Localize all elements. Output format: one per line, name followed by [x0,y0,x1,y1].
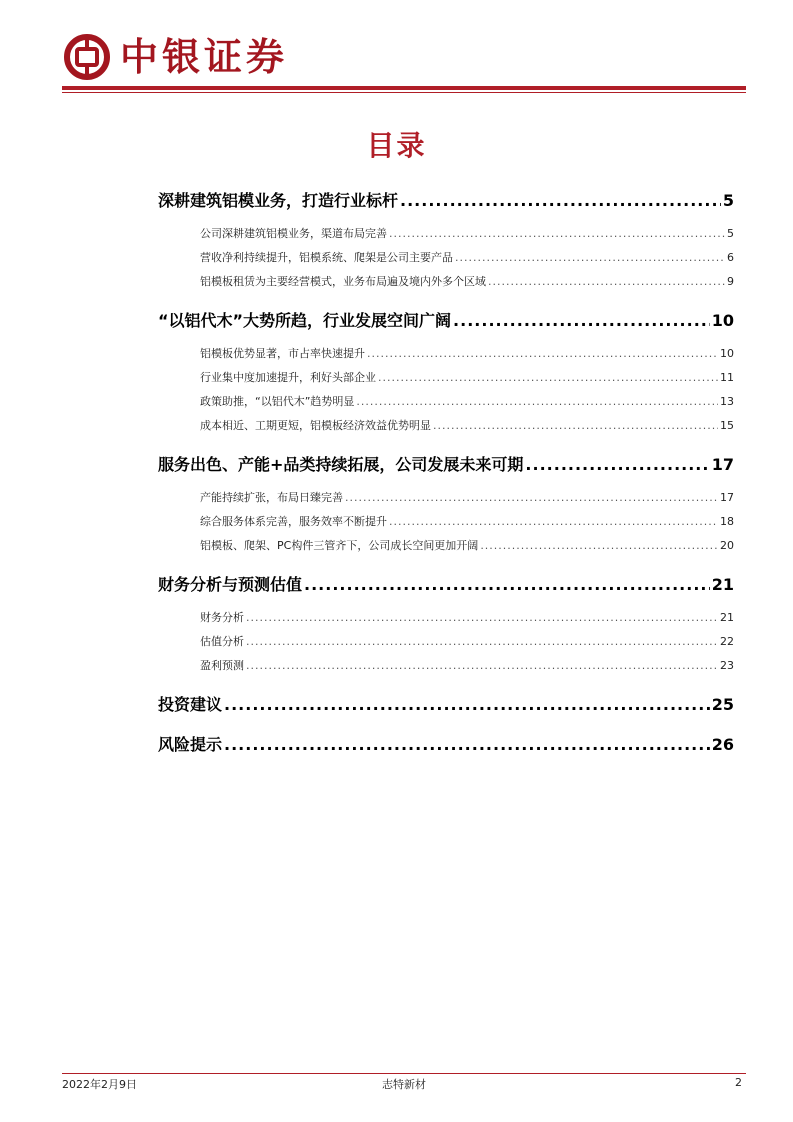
toc-leader-dots [400,188,721,214]
section-spacer [158,718,734,732]
toc-section-entry[interactable] [158,692,734,718]
toc-subsection-page: 23 [720,659,734,672]
footer-company: 志特新材 [382,1078,426,1091]
toc-section-page: 25 [711,695,734,714]
table-of-contents [158,188,734,758]
toc-subsection-title: 公司深耕建筑铝模业务，渠道布局完善 [200,227,387,240]
toc-section-title: 服务出色、产能+品类持续拓展，公司发展未来可期 [158,455,524,474]
toc-section-page: 26 [711,735,734,754]
toc-subsection-page: 11 [720,371,734,384]
toc-section-page: 17 [711,455,734,474]
toc-subsection-title: 财务分析 [200,611,244,624]
toc-subsection-title: 估值分析 [200,635,244,648]
toc-subsection-page: 21 [720,611,734,624]
toc-title: 目录 [366,129,427,162]
toc-leader-dots [488,270,725,294]
toc-leader-dots [345,486,718,510]
toc-section-entry[interactable] [158,452,734,478]
toc-subsection-page: 10 [720,347,734,360]
toc-subsection-entry[interactable] [158,414,734,438]
toc-section-title: 深耕建筑铝模业务，打造行业标杆 [158,191,399,210]
section-spacer [158,334,734,342]
toc-section-title: 风险提示 [158,735,223,754]
header [62,28,746,90]
toc-subsection-title: 盈利预测 [200,659,244,672]
toc-subsection-title: 铝模板、爬架、PC构件三管齐下，公司成长空间更加开阔 [200,539,479,552]
toc-subsection-entry[interactable] [158,222,734,246]
toc-leader-dots [224,732,710,758]
toc-section-page: 21 [711,575,734,594]
toc-subsection-page: 5 [727,227,734,240]
toc-leader-dots [367,342,718,366]
toc-leader-dots [525,452,709,478]
toc-subsection-title: 铝模板租赁为主要经营模式，业务布局遍及境内外多个区域 [200,275,486,288]
toc-section-entry[interactable] [158,732,734,758]
header-divider-thick [62,86,746,90]
toc-subsection-entry[interactable] [158,270,734,294]
toc-subsection-title: 成本相近、工期更短，铝模板经济效益优势明显 [200,419,431,432]
header-divider-thin [62,92,746,93]
toc-subsection-title: 产能持续扩张，布局日臻完善 [200,491,343,504]
toc-subsection-title: 综合服务体系完善，服务效率不断提升 [200,515,387,528]
toc-subsection-entry[interactable] [158,342,734,366]
footer [62,1076,746,1094]
toc-leader-dots [389,222,725,246]
toc-subsection-title: 行业集中度加速提升，利好头部企业 [200,371,376,384]
footer-page-number: 2 [735,1076,742,1089]
toc-section-page: 10 [711,311,734,330]
toc-subsection-entry[interactable] [158,606,734,630]
toc-subsection-entry[interactable] [158,246,734,270]
toc-subsection-page: 9 [727,275,734,288]
section-spacer [158,294,734,308]
toc-subsection-entry[interactable] [158,390,734,414]
toc-leader-dots [480,534,718,558]
toc-section-title: “以铝代木”大势所趋，行业发展空间广阔 [158,311,452,330]
section-spacer [158,214,734,222]
footer-divider [62,1073,746,1074]
bank-of-china-logo-icon [64,34,110,80]
toc-section-title: 投资建议 [158,695,223,714]
toc-section-page: 5 [722,191,734,210]
toc-subsection-page: 17 [720,491,734,504]
footer-date: 2022年2月9日 [62,1078,137,1091]
toc-subsection-entry[interactable] [158,534,734,558]
toc-leader-dots [224,692,710,718]
toc-leader-dots [455,246,725,270]
toc-section-entry[interactable] [158,188,734,214]
toc-leader-dots [433,414,718,438]
toc-subsection-entry[interactable] [158,630,734,654]
section-spacer [158,478,734,486]
toc-leader-dots [246,606,718,630]
section-spacer [158,438,734,452]
company-logo-text: 中银证券 [120,34,289,79]
toc-subsection-page: 22 [720,635,734,648]
toc-section-entry[interactable] [158,572,734,598]
section-spacer [158,558,734,572]
toc-section-title: 财务分析与预测估值 [158,575,303,594]
toc-subsection-entry[interactable] [158,486,734,510]
toc-subsection-page: 18 [720,515,734,528]
toc-subsection-title: 政策助推，“以铝代木”趋势明显 [200,395,355,408]
toc-leader-dots [356,390,718,414]
toc-subsection-page: 13 [720,395,734,408]
toc-leader-dots [304,572,710,598]
toc-leader-dots [389,510,718,534]
section-spacer [158,678,734,692]
toc-subsection-page: 6 [727,251,734,264]
toc-subsection-page: 20 [720,539,734,552]
toc-subsection-entry[interactable] [158,510,734,534]
toc-subsection-page: 15 [720,419,734,432]
toc-leader-dots [378,366,718,390]
toc-leader-dots [453,308,710,334]
section-spacer [158,598,734,606]
toc-subsection-entry[interactable] [158,654,734,678]
toc-section-entry[interactable] [158,308,734,334]
toc-leader-dots [246,654,718,678]
toc-subsection-entry[interactable] [158,366,734,390]
toc-subsection-title: 铝模板优势显著，市占率快速提升 [200,347,365,360]
toc-subsection-title: 营收净利持续提升，铝模系统、爬架是公司主要产品 [200,251,453,264]
toc-leader-dots [246,630,718,654]
